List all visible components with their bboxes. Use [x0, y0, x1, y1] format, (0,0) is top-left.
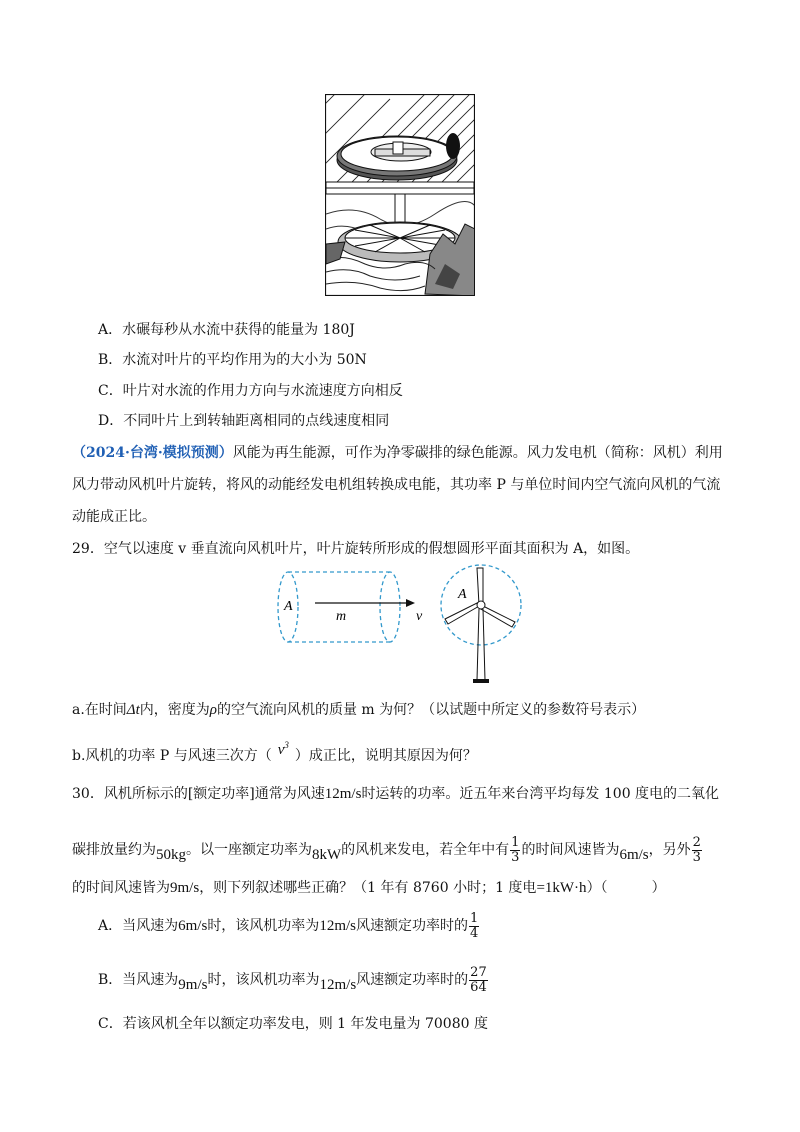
option-c: C．叶片对水流的作用力方向与水流速度方向相反: [98, 383, 403, 399]
q29-b-suffix: ）成正比，说明其原因为何？: [294, 748, 477, 764]
watermill-illustration: [325, 94, 475, 296]
q30-line-2: 碳排放量约为 50kg 。以一座额定功率为 8kW 的风机来发电，若全年中有 $\frac{1}{3}$ 的时间风速皆为 6m/s ，另外 $\frac{2}{3}$: [72, 830, 703, 870]
co2-mass: 50kg: [156, 847, 186, 863]
q30-option-c: C．若该风机全年以额定功率发电，则 1 年发电量为 70080 度: [98, 1016, 488, 1032]
source-tag: （2024·台湾·模拟预测）: [72, 445, 233, 461]
q29-a-suffix: 的空气流向风机的质量 m 为何？（以试题中所定义的参数符号表示）: [216, 702, 646, 718]
q29-a-mid: 内，密度为: [139, 702, 210, 718]
v-cubed-symbol: $v^3$: [277, 740, 289, 758]
fraction-one-third: $\frac{1}{3}$: [511, 834, 520, 865]
intro-line-2: 风力带动风机叶片旋转，将风的动能经发电机组转换成电能，其功率 P 与单位时间内空气流向风机的气流: [72, 477, 721, 493]
q29-part-a: [72, 700, 645, 720]
rated-power: 8kW: [312, 847, 342, 863]
q29-stem: 29．空气以速度 v 垂直流向风机叶片，叶片旋转所形成的假想圆形平面其面积为 A，如图。: [72, 541, 640, 557]
q30-line-1: 30．风机所标示的[额定功率]通常为风速12m/s时运转的功率。近五年来台湾平均每发 100 度电的二氧化: [72, 786, 720, 802]
delta-t-symbol: Δt: [126, 702, 140, 718]
mass-label: m: [336, 609, 347, 624]
q30-option-a: A．当风速为 6m/s 时，该风机功率为 12m/s 风速额定功率时的 $\frac{1}{4}$: [98, 910, 479, 941]
intro-text-1: 风能为再生能源，可作为净零碳排的绿色能源。风力发电机（简称：风机）利用: [232, 445, 723, 461]
speed-6: 6m/s: [619, 847, 649, 863]
option-a: A．水碾每秒从水流中获得的能量为 180J: [98, 322, 355, 338]
q30-option-b: B．当风速为 9m/s 时，该风机功率为 12m/s 风速额定功率时的 $\frac{27}{64}$: [98, 964, 487, 995]
option-b: B．水流对叶片的平均作用为的大小为 50N: [98, 352, 367, 368]
speed-9: 9m/s: [170, 880, 200, 896]
q29-part-b: [72, 741, 477, 766]
energy-unit: =1kW·h: [536, 880, 587, 896]
q29-a-prefix: a.在时间: [72, 702, 127, 718]
rho-symbol: ρ: [209, 702, 217, 718]
wind-turbine-figure: [270, 562, 525, 687]
q30-line-3: 的时间风速皆为9m/s，则下列叙述哪些正确？（1 年有 8760 小时；1 度电=1kW·h）（ ）: [72, 880, 666, 896]
cylinder-area-label: A: [284, 599, 293, 614]
fraction-two-thirds: $\frac{2}{3}$: [692, 834, 701, 865]
intro-line-3: 动能成正比。: [72, 509, 156, 525]
turbine-area-label: A: [458, 587, 467, 602]
q29-b-prefix: b.风机的功率 P 与风速三次方（: [72, 748, 272, 764]
option-d: D．不同叶片上到转轴距离相同的点线速度相同: [98, 413, 390, 429]
velocity-label: v: [416, 609, 423, 624]
rated-speed: 12m/s: [324, 786, 362, 802]
fraction-27-64: $\frac{27}{64}$: [470, 964, 487, 995]
intro-line-1: [72, 443, 723, 463]
fraction-one-quarter: $\frac{1}{4}$: [470, 910, 479, 941]
